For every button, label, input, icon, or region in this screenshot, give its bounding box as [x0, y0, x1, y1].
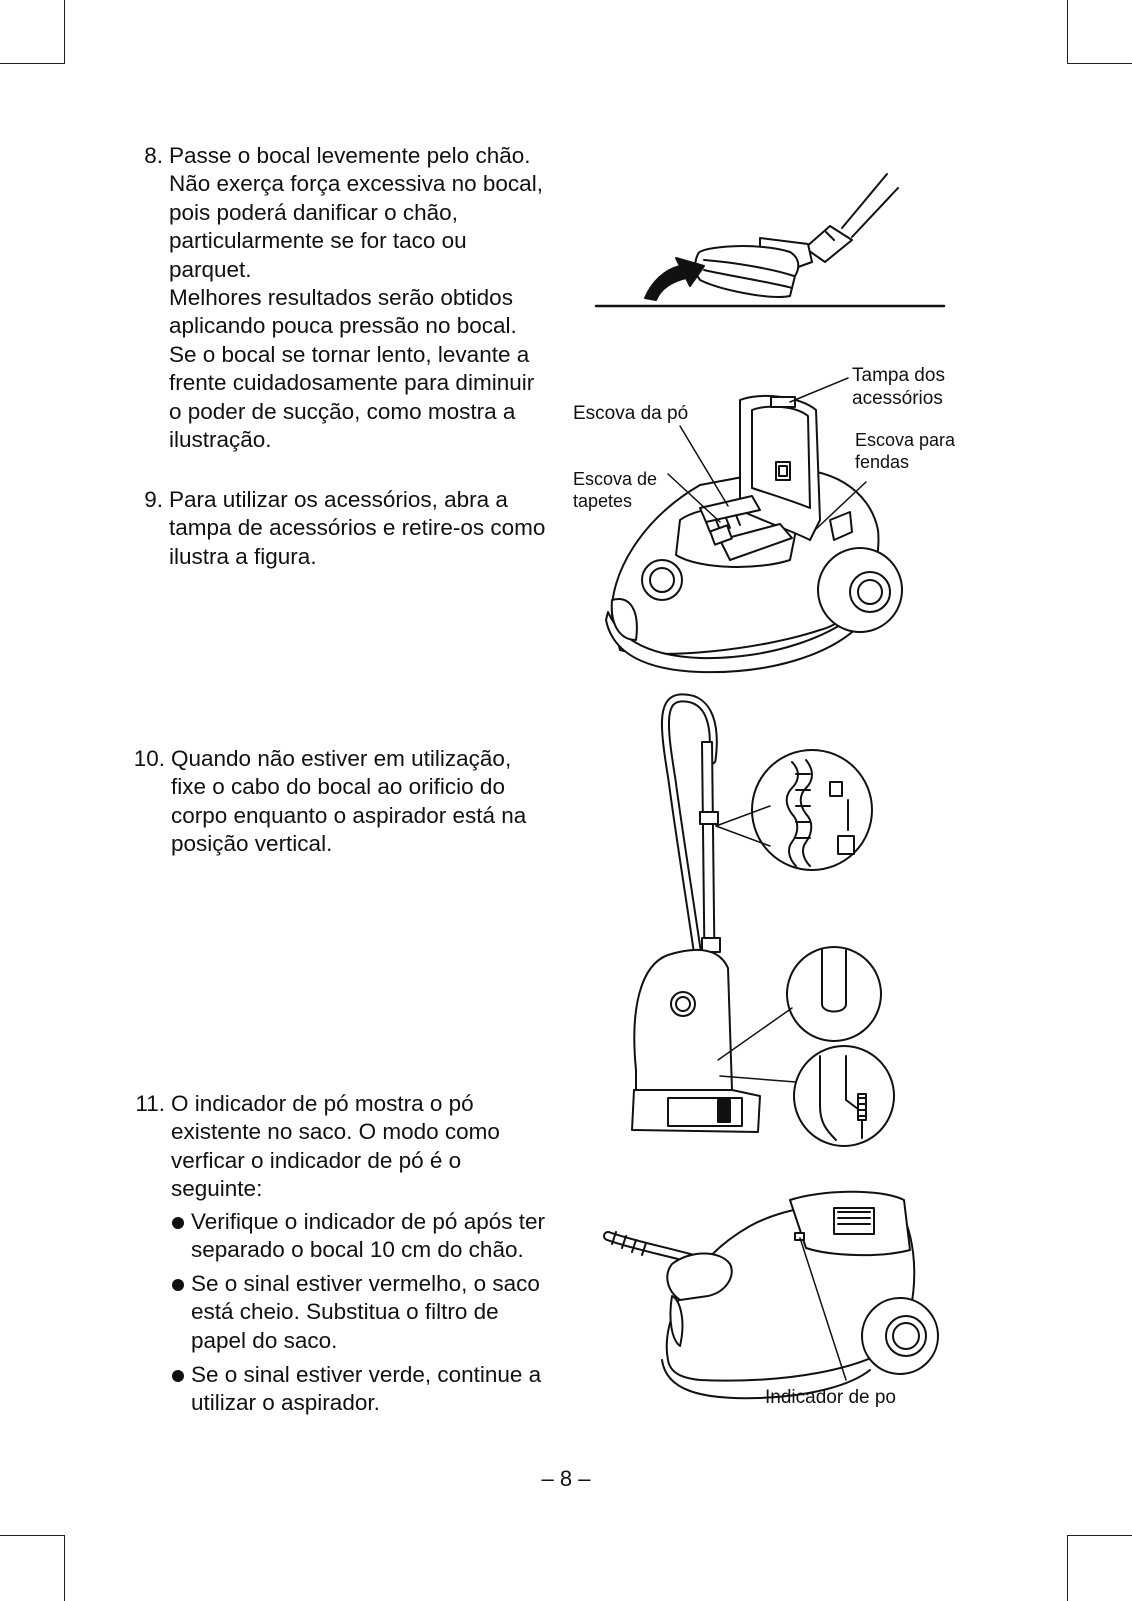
text-line: posição vertical.	[171, 831, 333, 857]
nozzle-lift-illustration	[596, 174, 944, 306]
text-line: Se o bocal se tornar lento, levante a	[169, 341, 530, 367]
label-line: Escova de	[573, 469, 658, 489]
label-line: tapetes	[573, 491, 633, 511]
text-line: tampa de acessórios e retire-os como	[169, 515, 546, 541]
text-line: utilizar o aspirador.	[191, 1390, 380, 1416]
text-line: fixe o cabo do bocal ao orificio do	[171, 774, 505, 800]
label-line: Tampa dos	[852, 365, 945, 386]
text-line: separado o bocal 10 cm do chão.	[191, 1237, 524, 1263]
label-escova-tapetes	[573, 468, 657, 512]
text-line: Passe o bocal levemente pelo chão.	[169, 143, 531, 168]
label-line: acessórios	[852, 388, 943, 409]
item-number: 10.	[133, 746, 165, 771]
text-line: ilustra a figura.	[169, 543, 317, 569]
text-line: verficar o indicador de pó é o	[171, 1147, 462, 1173]
item-number: 9.	[144, 487, 163, 512]
dust-indicator-illustration	[608, 1192, 938, 1399]
text-line: Melhores resultados serão obtidos	[169, 285, 513, 311]
label-tampa-acessorios	[852, 364, 945, 410]
text-line: O indicador de pó mostra o pó	[171, 1091, 474, 1116]
text-line: está cheio. Substitua o filtro de	[191, 1299, 499, 1325]
item-number: 11.	[135, 1091, 165, 1116]
text-line: frente cuidadosamente para diminuir	[169, 370, 535, 396]
text-line: Se o sinal estiver vermelho, o saco	[191, 1271, 540, 1296]
text-line: papel do saco.	[191, 1327, 338, 1353]
text-line: Quando não estiver em utilização,	[171, 746, 512, 771]
text-line: Para utilizar os acessórios, abra a	[169, 487, 508, 512]
text-line: Não exerça força excessiva no bocal,	[169, 171, 543, 197]
label-line: Escova para	[855, 430, 956, 450]
text-line: aplicando pouca pressão no bocal.	[169, 313, 517, 339]
text-line: Se o sinal estiver verde, continue a	[191, 1362, 542, 1387]
text-line: o poder de sucção, como mostra a	[169, 398, 516, 424]
label-line: fendas	[855, 452, 910, 472]
text-line: pois poderá danificar o chão,	[169, 199, 458, 225]
text-line: parquet.	[169, 256, 252, 282]
text-line: corpo enquanto o aspirador está na	[171, 802, 527, 828]
label-escova-fendas	[855, 429, 955, 473]
label-indicador: Indicador de po	[765, 1387, 896, 1408]
text-line: existente no saco. O modo como	[171, 1119, 500, 1145]
item-number: 8.	[144, 143, 163, 168]
text-line: Verifique o indicador de pó após ter	[191, 1209, 545, 1234]
text-line: particularmente se for taco ou	[169, 228, 467, 254]
label-escova-po: Escova da pó	[573, 403, 689, 424]
text-line: ilustração.	[169, 427, 272, 453]
upright-storage-illustration	[632, 698, 894, 1146]
text-line: seguinte:	[171, 1176, 263, 1202]
page-number: – 8 –	[541, 1466, 591, 1491]
